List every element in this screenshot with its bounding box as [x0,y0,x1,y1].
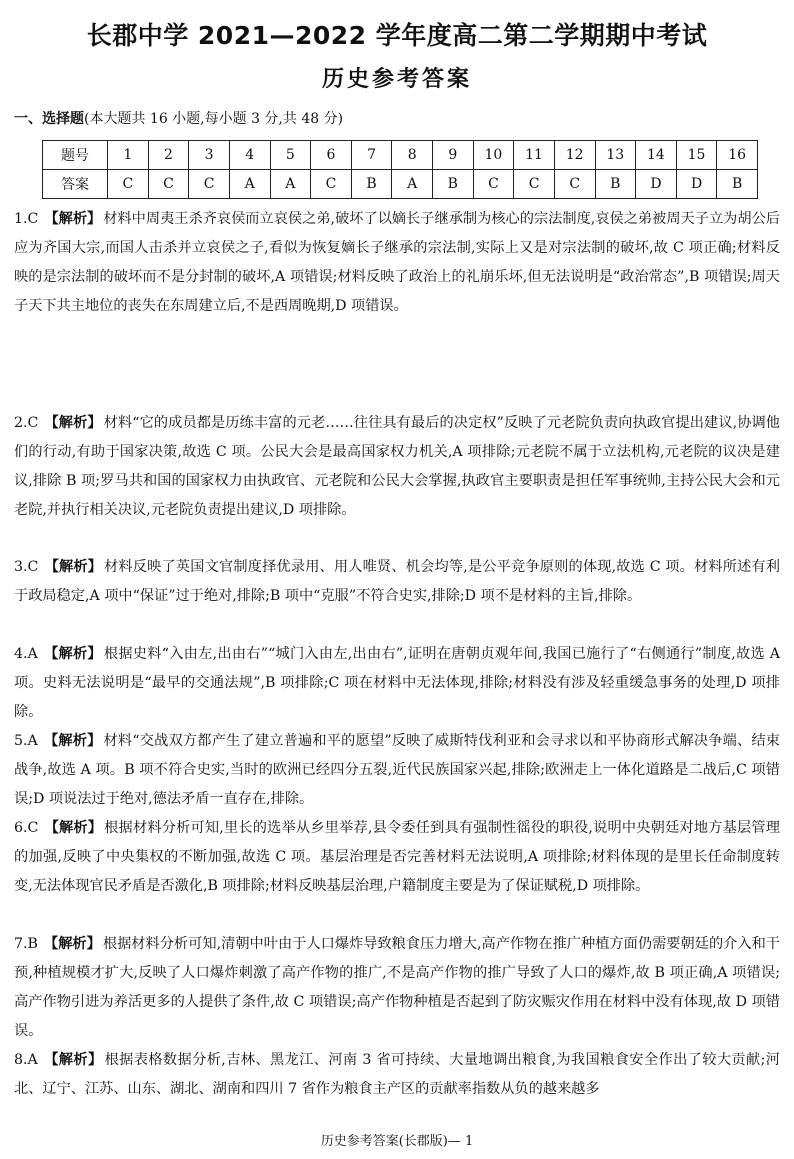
analysis-text: 材料反映了英国文官制度择优录用、用人唯贤、机会均等,是公平竞争原则的体现,故选 C 项。材料所述有利于政局稳定,A 项中“保证”过于绝对,排除;B 项中“克服”不符合史实,排除;D 项不是材料的主旨,排除。 [14,559,780,604]
question-analysis-4 [14,640,780,727]
analysis-text: 材料中周夷王杀齐哀侯而立哀侯之弟,破坏了以嫡长子继承制为核心的宗法制度,哀侯之弟被周天子立为胡公后应为齐国大宗,而国人击杀并立哀侯之子,看似为恢复嫡长子继承的宗法制,实际上又是对宗法制的破坏,故 C 项正确;材料反映的是宗法制的破坏而不是分封制的破坏,A 项错误;材料反映了政治上的礼崩乐坏,但无法说明是“政治常态”,B 项错误;周天子天下共主地位的丧失在东周建立后,不是西周晚期,D 项错误。 [14,211,780,314]
analysis-tag: 【解析】 [43,646,102,662]
question-number-cell: 8 [392,141,433,170]
analysis-tag: 【解析】 [44,415,102,431]
question-analysis-6 [14,814,780,901]
question-answer-key: 6.C [14,820,39,836]
analysis-text: 根据史料“入由左,出由右”“城门入由左,出由右”,证明在唐朝贞观年间,我国已施行了“右侧通行”制度,故选 A 项。史料无法说明是“最早的交通法规”,B 项排除;C 项在材料中无法体现,排除;材料没有涉及轻重缓急事务的处理,D 项排除。 [14,646,780,720]
analysis-tag: 【解析】 [43,733,102,749]
question-number-cell: 3 [189,141,230,170]
answer-cell: C [514,170,555,199]
question-number-cell: 4 [229,141,270,170]
question-analysis-5 [14,727,780,814]
analysis-tag: 【解析】 [43,1052,103,1068]
question-answer-key: 3.C [14,559,39,575]
question-number-cell: 12 [554,141,595,170]
question-number-cell: 14 [636,141,677,170]
document-subtitle: 历史参考答案 [321,67,472,92]
analysis-tag: 【解析】 [43,936,101,952]
answer-cell: B [717,170,758,199]
question-analysis-2 [14,409,780,525]
answer-cell: C [554,170,595,199]
analysis-text: 根据材料分析可知,里长的选举从乡里举荐,县令委任到具有强制性徭役的职役,说明中央朝廷对地方基层管理的加强,反映了中央集权的不断加强,故选 C 项。基层治理是否完善材料无法说明,A 项排除;材料体现的是里长任命制度转变,无法体现官民矛盾是否激化,B 项排除;材料反映基层治理,户籍制度主要是为了保证赋税,D 项排除。 [14,820,780,894]
analysis-text: 材料“交战双方都产生了建立普遍和平的愿望”反映了威斯特伐利亚和会寻求以和平协商形式解决争端、结束战争,故选 A 项。B 项不符合史实,当时的欧洲已经四分五裂,近代民族国家兴起,排除;欧洲走上一体化道路是二战后,C 项错误;D 项说法过于绝对,德法矛盾一直存在,排除。 [14,733,780,807]
question-number-cell: 6 [311,141,352,170]
answer-table-row-answers [43,170,758,199]
answer-cell: B [433,170,474,199]
answer-cell: A [392,170,433,199]
document-title: 长郡中学 2021—2022 学年度高二第二学期期中考试 [86,21,708,50]
section-title: 一、选择题 [14,111,84,127]
analysis-tag: 【解析】 [44,559,103,575]
question-answer-key: 4.A [14,646,38,662]
question-number-cell: 9 [433,141,474,170]
analysis-text: 根据表格数据分析,吉林、黑龙江、河南 3 省可持续、大量地调出粮食,为我国粮食安全作出了较大贡献;河北、辽宁、江苏、山东、湖北、湖南和四川 7 省作为粮食主产区的贡献率指数从负的越来越多 [14,1052,780,1097]
question-answer-key: 5.A [14,733,38,749]
question-answer-key: 2.C [14,415,39,431]
question-number-cell: 11 [514,141,555,170]
analysis-tag: 【解析】 [44,820,103,836]
answer-cell: C [189,170,230,199]
question-analysis-3 [14,553,780,611]
question-analysis-8 [14,1046,780,1104]
section-note: (本大题共 16 小题,每小题 3 分,共 48 分) [84,111,344,127]
answer-table [42,140,758,199]
answer-cell: A [270,170,311,199]
question-number-cell: 5 [270,141,311,170]
answer-cell: B [351,170,392,199]
row-label-answers: 答案 [43,170,108,199]
question-number-cell: 10 [473,141,514,170]
answer-cell: C [473,170,514,199]
question-answer-key: 8.A [14,1052,38,1068]
question-number-cell: 15 [676,141,717,170]
question-answer-key: 1.C [14,211,39,227]
section-heading [14,108,343,128]
question-answer-key: 7.B [14,936,38,952]
answer-cell: B [595,170,636,199]
question-analysis-1 [14,205,780,321]
answer-table-row-numbers [43,141,758,170]
question-number-cell: 1 [108,141,149,170]
question-number-cell: 2 [148,141,189,170]
analysis-tag: 【解析】 [44,211,102,227]
answer-cell: A [229,170,270,199]
row-label-numbers: 题号 [43,141,108,170]
answer-cell: D [676,170,717,199]
question-number-cell: 16 [717,141,758,170]
page-footer: 历史参考答案(长郡版)— 1 [320,1134,474,1149]
question-analysis-7 [14,930,780,1046]
answer-cell: C [311,170,352,199]
question-number-cell: 7 [351,141,392,170]
question-number-cell: 13 [595,141,636,170]
answer-cell: C [148,170,189,199]
analysis-text: 根据材料分析可知,清朝中叶由于人口爆炸导致粮食压力增大,高产作物在推广种植方面仍需要朝廷的介入和干预,种植规模才扩大,反映了人口爆炸刺激了高产作物的推广,不是高产作物的推广导致了人口的爆炸,故 B 项正确,A 项错误;高产作物引进为养活更多的人提供了条件,故 C 项错误;高产作物种植是否起到了防灾赈灾作用在材料中没有体现,故 D 项错误。 [14,936,780,1039]
analysis-text: 材料“它的成员都是历练丰富的元老……往往具有最后的决定权”反映了元老院负责向执政官提出建议,协调他们的行动,有助于国家决策,故选 C 项。公民大会是最高国家权力机关,A 项排除;元老院不属于立法机构,元老院的议决是建议,排除 B 项;罗马共和国的国家权力由执政官、元老院和公民大会掌握,执政官主要职责是担任军事统帅,主持公民大会和元老院,并执行相关决议,元老院负责提出建议,D 项排除。 [14,415,780,518]
answer-cell: D [636,170,677,199]
answer-cell: C [108,170,149,199]
